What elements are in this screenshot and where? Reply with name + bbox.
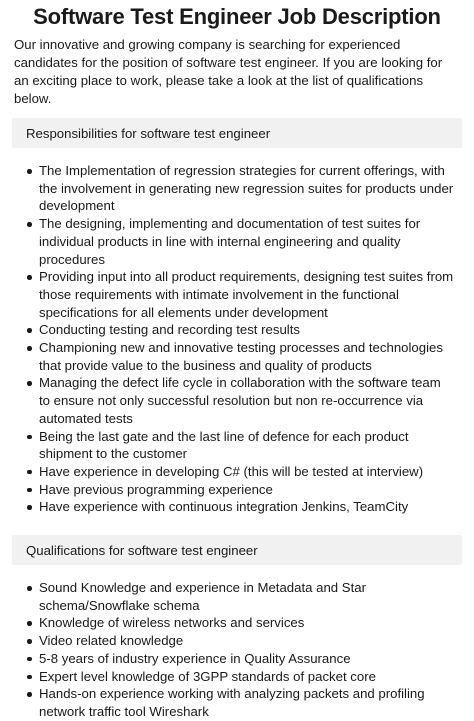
section-heading-responsibilities: Responsibilities for software test engineer [12,118,462,148]
responsibilities-section [12,118,462,516]
qualifications-list [12,579,462,721]
list-item: Have previous programming experience [12,481,462,499]
list-item: The designing, implementing and documentation of test suites for individual products in line with internal engineering and quality procedures [12,215,462,268]
list-item: 5-8 years of industry experience in Quality Assurance [12,650,462,668]
list-item: Conducting testing and recording test results [12,321,462,339]
list-item: Video related knowledge [12,632,462,650]
list-item: Hands-on experience working with analyzing packets and profiling network traffic tool Wireshark [12,685,462,720]
list-item: Knowledge of wireless networks and services [12,614,462,632]
job-description-page [0,4,474,719]
list-item: Being the last gate and the last line of defence for each product shipment to the customer [12,428,462,463]
list-item: Have experience in developing C# (this will be tested at interview) [12,463,462,481]
list-item: Championing new and innovative testing processes and technologies that provide value to the business and quality of products [12,339,462,374]
list-item: Sound Knowledge and experience in Metadata and Star schema/Snowflake schema [12,579,462,614]
section-heading-qualifications: Qualifications for software test engineer [12,535,462,565]
page-title: Software Test Engineer Job Description [33,4,441,29]
list-item: Managing the defect life cycle in collaboration with the software team to ensure not only successful resolution but non re-occurrence via automated tests [12,374,462,427]
list-item: Expert level knowledge of 3GPP standards of packet core [12,668,462,686]
qualifications-section [12,535,462,721]
intro-paragraph: Our innovative and growing company is searching for experienced candidates for the position of software test engineer. If you are looking for an exciting place to work, please take a look at the list of qualifications below. [14,37,443,106]
list-item: Have experience with continuous integration Jenkins, TeamCity [12,498,462,516]
list-item: The Implementation of regression strategies for current offerings, with the involvement in generating new regression suites for products under development [12,162,462,215]
list-item: Providing input into all product requirements, designing test suites from those requirements with intimate involvement in the functional specifications for all elements under development [12,268,462,321]
responsibilities-list [12,162,462,516]
